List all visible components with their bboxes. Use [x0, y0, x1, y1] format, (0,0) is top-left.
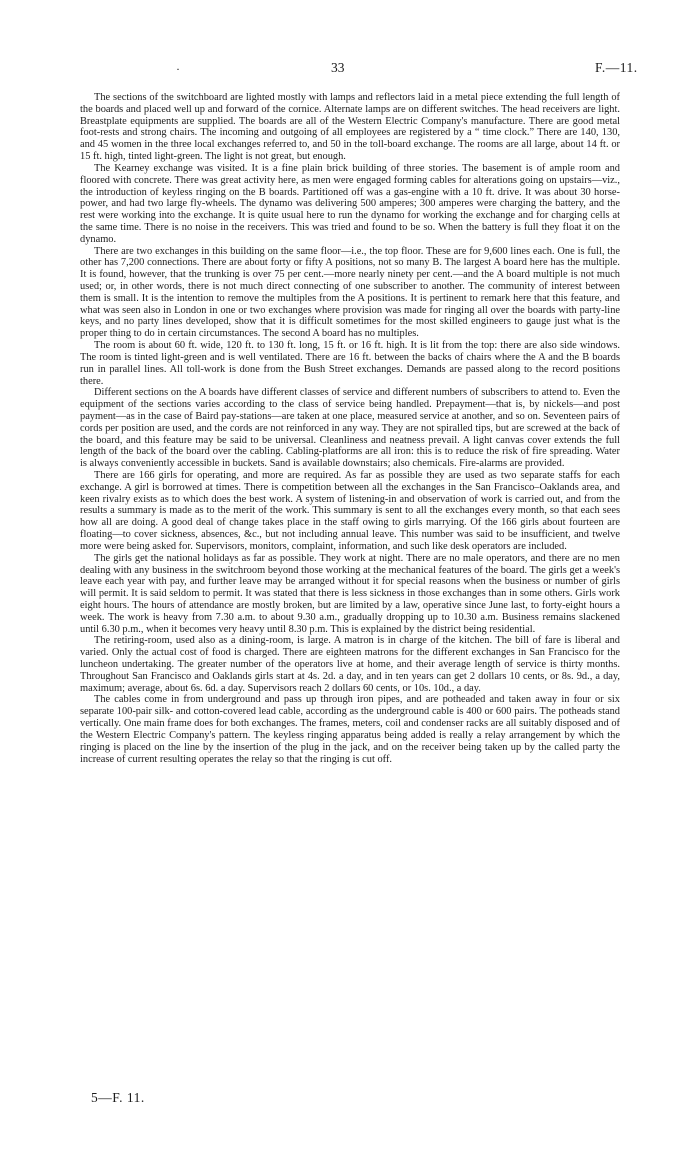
body-text: [80, 92, 620, 765]
paragraph-kearney-exchange: The Kearney exchange was visited. It is a fine plain brick building of three stories. The basement is of ample room and floored with concrete. There was great activity here, as men were engaged forming cables for alterations going on upstairs—viz., the introduction of keyless ringing on the B boards. Partitioned off was a gas-engine with a 10 ft. drive. It was about 30 horse-power, and had two large fly-wheels. The dynamo was delivering 500 amperes; 300 amperes were charging the battery, and the rest were working into the exchange. It is quite usual here to run the dynamo for working the exchange and for charging cells at the same time. There is no noise in the receivers. This was tried and found to be so. When the battery is full they float it on the dynamo.: [80, 162, 620, 245]
page-header: [0, 60, 700, 80]
paragraph-switchboard-sections: The sections of the switchboard are lighted mostly with lamps and reflectors laid in a metal piece extending the full length of the boards and placed well up and forward of the cornice. Alternate lamps are on different switches. The head receivers are light. Breastplate equipments are supplied. The boards are all of the Western Electric Company's manufacture. There are good metal foot-rests and strong chairs. The incoming and outgoing of all employees are registered by a “ time clock.” There are 140, 130, and 45 women in the three local exchanges referred to, and 50 in the toll-board exchange. The rooms are all large, about 14 ft. or 15 ft. high, tinted light-green. The light is not great, but enough.: [80, 92, 620, 163]
paragraph-retiring-room: The retiring-room, used also as a dining-room, is large. A matron is in charge of the kitchen. The bill of fare is liberal and varied. Only the actual cost of food is charged. There are eighteen matrons for the different exchanges in San Francisco for the luncheon undertaking. The greater number of the operators live at home, and their average length of service is thirty months. Throughout San Francisco and Oaklands girls start at 4s. 2d. a day, and in ten years can get 2 dollars 10 cents, or 8s. 9d., a day, maximum; average, about 6s. 6d. a day. Supervisors reach 2 dollars 60 cents, or 10s. 10d., a day.: [80, 635, 620, 694]
page-number: 33: [331, 60, 345, 75]
page-footer-signature: 5—F. 11.: [91, 1090, 145, 1105]
paragraph-room-dimensions: The room is about 60 ft. wide, 120 ft. to 130 ft. long, 15 ft. or 16 ft. high. It is lit from the top: there are also side windows. The room is tinted light-green and is well ventilated. There are 16 ft. between the backs of chairs where the A and the B boards run in parallel lines. All toll-work is done from the Bush Street exchanges. Demands are passed along to the record positions there.: [80, 340, 620, 387]
document-reference: F.—11.: [595, 60, 638, 75]
paragraph-holidays-hours: The girls get the national holidays as far as possible. They work at night. There are no male operators, and there are no men dealing with any business in the switchroom beyond those working at the mechanical features of the board. The girls get a week's leave each year with pay, and further leave may be arranged without it for special reasons when the business or number of girls will permit. It is said seldom to permit. It was stated that there is less sickness in those exchanges than in some others. Girls work eight hours. The hours of attendance are mostly broken, but are limited by a law, operative since June last, to forty-eight hours a week. The work is heavy from 7.30 a.m. to about 9.30 a.m., gradually dropping up to 10.30 a.m. Business remains slackened until 6.30 p.m., when it becomes very heavy until 8.30 p.m. This is explained by the district being residential.: [80, 552, 620, 635]
paragraph-a-board-sections: Different sections on the A boards have different classes of service and different numbers of subscribers to attend to. Even the equipment of the sections varies according to the class of service being handled. Prepayment—that is, by nickels—and post payment—as in the case of Baird pay-stations—are taken at one place, measured service at another, and so on. Seventeen pairs of cords per position are used, and the cords are not reinforced in any way. They are not spiralled tips, but are screwed at the back of the board, and this feature may be said to be universal. Cleanliness and neatness prevail. A light canvas cover extends the full length of the back of the board over the cabling. Cabling-platforms are all iron: this is to reduce the risk of fire spreading. Water is always conveniently accessible in buckets. Sand is available downstairs; also chemicals. Fire-alarms are provided.: [80, 387, 620, 470]
paragraph-operating-girls: There are 166 girls for operating, and more are required. As far as possible they are used as two separate staffs for each exchange. A girl is borrowed at times. There is competition between all the exchanges in the San Francisco–Oaklands area, and keen rivalry exists as to which does the best work. A system of listening-in and observation of work is carried out, and from the results a summary is made as to the merit of the work. This summary is sent to all the exchanges every month, so that each sees how all are doing. A good deal of change takes place in the staff owing to girls marrying. Of the 166 girls about fourteen are floating—to cover sickness, absences, &c., but not including annual leave. This number was said to be insufficient, and twelve more were being asked for. Supervisors, monitors, complaint, information, and such like desk operators are included.: [80, 470, 620, 552]
paragraph-two-exchanges: There are two exchanges in this building on the same floor—i.e., the top floor. These are for 9,600 lines each. One is full, the other has 7,200 connections. There are about forty or fifty A positions, not so many B. The largest A board here has the multiple. It is found, however, that the trunking is over 75 per cent.—more nearly ninety per cent.—and the A board multiple is not much used; or, in other words, there is not much direct connecting of one subscriber to another. The community of interest between them is small. It is the intention to remove the multiples from the A positions. It is pertinent to remark here that this feature, and what was seen also in London in one or two exchanges where provision was made for ringing all over the boards with party-line keys, and no party lines developed, show that it is difficult sometimes for the most skilled engineers to gauge just what is the proper thing to do in certain circumstances. The second A board has no multiples.: [80, 245, 620, 340]
header-dot: ·: [176, 62, 180, 76]
paragraph-cables: The cables come in from underground and pass up through iron pipes, and are potheaded and taken away in four or six separate 100-pair silk- and cotton-covered lead cable, according as the underground cable is 400 or 600 pairs. The potheads stand vertically. One main frame does for both exchanges. The frames, meters, coil and condenser racks are all suitably disposed and of the Western Electric Company's pattern. The keyless ringing apparatus being added is really a relay arrangement by which the ringing is placed on the line by the insertion of the plug in the jack, and on the receiver being taken up by the called party the increase of current resulting operates the relay so that the ringing is cut off.: [80, 694, 620, 765]
